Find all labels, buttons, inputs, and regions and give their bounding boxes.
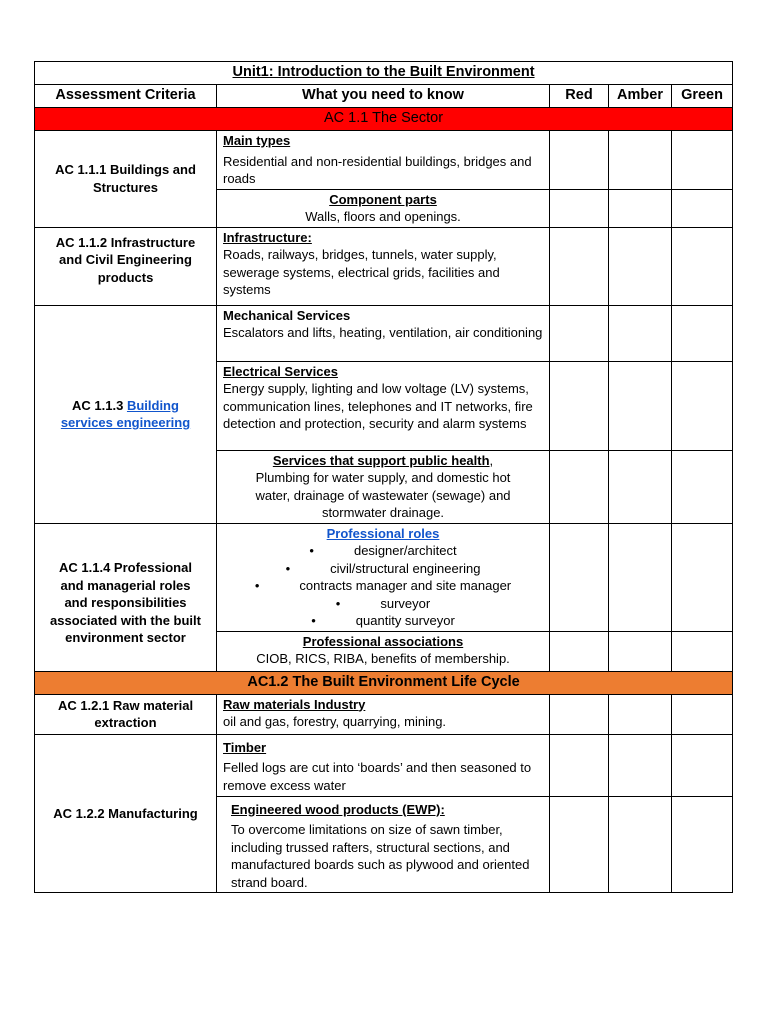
rag-green-cell[interactable] — [672, 523, 733, 631]
rag-amber-cell[interactable] — [609, 694, 672, 734]
mechanical-services-text: Escalators and lifts, heating, ventilation, air conditioning — [223, 325, 543, 340]
header-row — [35, 85, 733, 108]
unit-title: Unit1: Introduction to the Built Environment — [35, 62, 733, 85]
rag-green-cell[interactable] — [672, 189, 733, 227]
public-health-heading: Services that support public health — [272, 452, 490, 468]
public-health-comma: , — [489, 452, 494, 468]
professional-roles-cell — [217, 523, 550, 631]
rag-red-cell[interactable] — [550, 694, 609, 734]
rag-amber-cell[interactable] — [609, 450, 672, 523]
header-what-you-need-to-know: What you need to know — [217, 85, 550, 108]
timber-text: Felled logs are cut into ‘boards’ and then seasoned to remove excess water — [223, 760, 532, 793]
rag-amber-cell[interactable] — [609, 523, 672, 631]
electrical-services-cell — [217, 361, 550, 450]
rag-green-cell[interactable] — [672, 734, 733, 796]
ewp-cell — [217, 796, 550, 893]
role-item: • quantity surveyor — [223, 612, 543, 630]
component-parts-cell — [217, 189, 550, 227]
main-types-heading: Main types — [223, 133, 291, 148]
rag-red-cell[interactable] — [550, 189, 609, 227]
professional-associations-cell — [217, 631, 550, 671]
rag-green-cell[interactable] — [672, 631, 733, 671]
role-item: • designer/architect — [223, 542, 543, 560]
assessment-table — [34, 61, 733, 893]
building-services-link[interactable]: Building services engineering — [60, 397, 191, 430]
rag-red-cell[interactable] — [550, 361, 609, 450]
mechanical-services-heading: Mechanical Services — [223, 307, 351, 323]
rag-green-cell[interactable] — [672, 131, 733, 190]
rag-green-cell[interactable] — [672, 694, 733, 734]
rag-amber-cell[interactable] — [609, 361, 672, 450]
rag-red-cell[interactable] — [550, 305, 609, 361]
ewp-text: To overcome limitations on size of sawn timber, including trussed rafters, structural sections, and manufactured boards such as plywood and oriented strand board. — [231, 822, 530, 890]
timber-heading: Timber — [223, 739, 267, 755]
rag-amber-cell[interactable] — [609, 796, 672, 893]
header-green: Green — [672, 85, 733, 108]
role-item: • surveyor — [223, 595, 543, 613]
professional-associations-heading: Professional associations — [302, 633, 464, 649]
role-item: • contracts manager and site manager — [223, 577, 543, 595]
professional-roles-heading: Professional roles — [326, 525, 440, 541]
electrical-services-heading: Electrical Services — [223, 363, 338, 379]
rag-green-cell[interactable] — [672, 227, 733, 305]
professional-associations-text: CIOB, RICS, RIBA, benefits of membership. — [256, 651, 510, 666]
main-types-cell — [217, 131, 550, 190]
infrastructure-cell — [217, 227, 550, 305]
rag-red-cell[interactable] — [550, 796, 609, 893]
section-1-1-heading: AC 1.1 The Sector — [35, 108, 733, 131]
role-item: • civil/structural engineering — [223, 560, 543, 578]
rag-amber-cell[interactable] — [609, 631, 672, 671]
criterion-ac-1-2-1: AC 1.2.1 Raw material extraction — [35, 694, 217, 734]
rag-amber-cell[interactable] — [609, 227, 672, 305]
criterion-ac-1-1-1: AC 1.1.1 Buildings and Structures — [35, 131, 217, 228]
criterion-ac-1-1-3 — [35, 305, 217, 523]
rag-red-cell[interactable] — [550, 450, 609, 523]
rag-amber-cell[interactable] — [609, 305, 672, 361]
rag-green-cell[interactable] — [672, 796, 733, 893]
rag-amber-cell[interactable] — [609, 131, 672, 190]
rag-amber-cell[interactable] — [609, 189, 672, 227]
rag-red-cell[interactable] — [550, 523, 609, 631]
rag-green-cell[interactable] — [672, 361, 733, 450]
criterion-ac-1-1-2: AC 1.1.2 Infrastructure and Civil Engineering products — [35, 227, 217, 305]
timber-cell — [217, 734, 550, 796]
raw-materials-cell — [217, 694, 550, 734]
rag-red-cell[interactable] — [550, 227, 609, 305]
public-health-text: Plumbing for water supply, and domestic hot water, drainage of wastewater (sewage) and stormwater drainage. — [255, 470, 511, 520]
mechanical-services-cell — [217, 305, 550, 361]
raw-materials-text: oil and gas, forestry, quarrying, mining. — [223, 714, 447, 729]
ewp-heading: Engineered wood products (EWP): — [231, 801, 445, 817]
rag-green-cell[interactable] — [672, 305, 733, 361]
criterion-ac-1-1-4: AC 1.1.4 Professional and managerial roles and responsibilities associated with the built environment sector — [35, 523, 217, 671]
rag-red-cell[interactable] — [550, 131, 609, 190]
rag-amber-cell[interactable] — [609, 734, 672, 796]
rag-red-cell[interactable] — [550, 631, 609, 671]
main-types-text: Residential and non-residential buildings, bridges and roads — [223, 153, 532, 186]
criterion-ac-1-1-3-prefix: AC 1.1.3 — [72, 397, 127, 413]
raw-materials-heading: Raw materials Industry — [223, 696, 366, 712]
section-1-2-heading: AC1.2 The Built Environment Life Cycle — [35, 671, 733, 694]
header-criteria: Assessment Criteria — [35, 85, 217, 108]
public-health-cell — [217, 450, 550, 523]
header-red: Red — [550, 85, 609, 108]
rag-red-cell[interactable] — [550, 734, 609, 796]
rag-green-cell[interactable] — [672, 450, 733, 523]
header-amber: Amber — [609, 85, 672, 108]
component-parts-heading: Component parts — [329, 191, 437, 207]
criterion-ac-1-2-2: AC 1.2.2 Manufacturing — [35, 734, 217, 893]
component-parts-text: Walls, floors and openings. — [305, 209, 461, 224]
infrastructure-heading: Infrastructure: — [223, 229, 312, 245]
infrastructure-text: Roads, railways, bridges, tunnels, water supply, sewerage systems, electrical grids, facilities and systems — [223, 247, 500, 297]
electrical-services-text: Energy supply, lighting and low voltage (LV) systems, communication lines, telephones and IT networks, fire detection and protection, security and alarm systems — [223, 381, 533, 431]
